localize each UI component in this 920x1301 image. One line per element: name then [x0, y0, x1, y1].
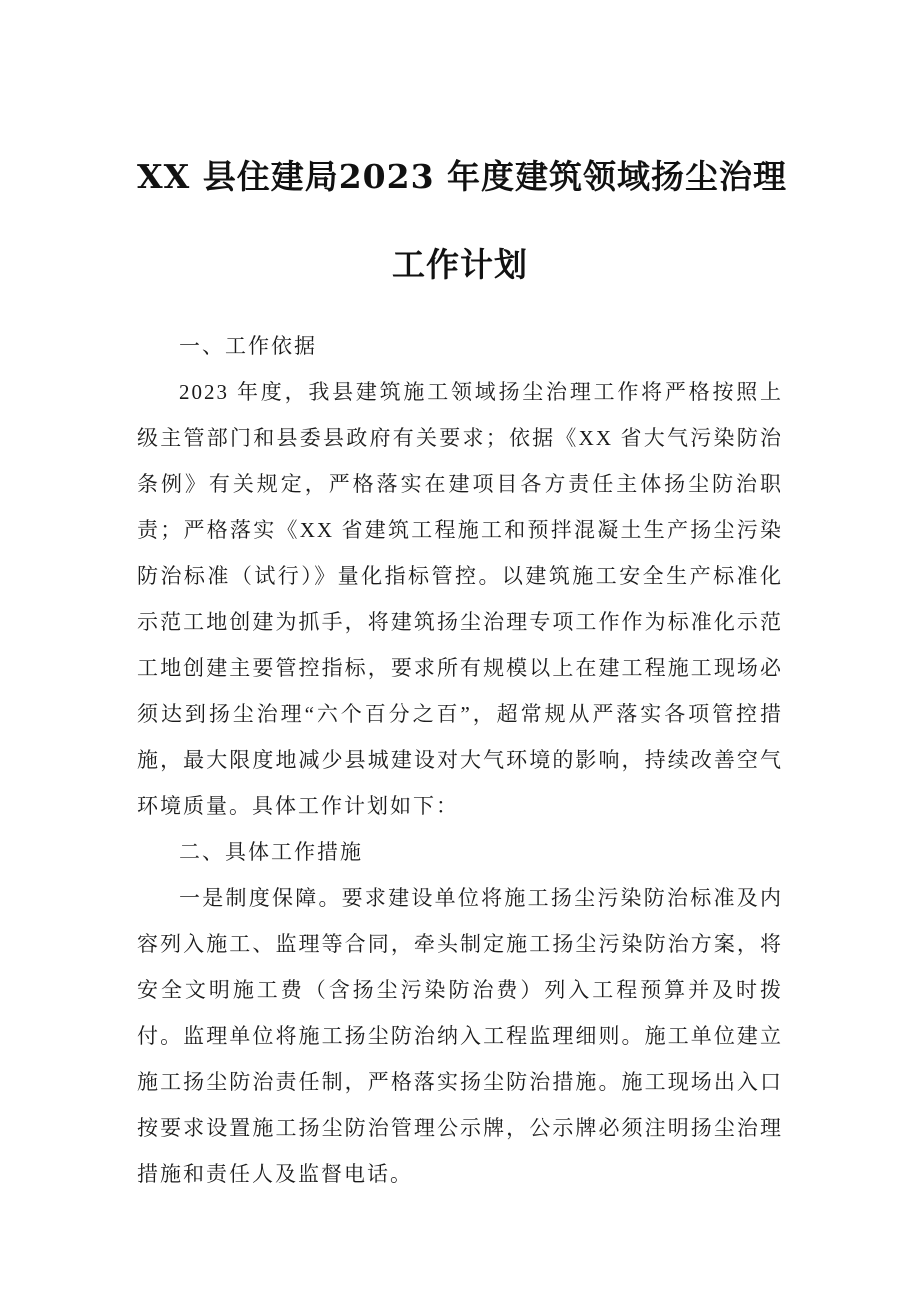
page-title-line-1: XX 县住建局2023 年度建筑领域扬尘治理 [137, 157, 788, 196]
section-work-basis [137, 323, 783, 829]
page-title-line-2: 工作计划 [392, 245, 528, 284]
section-specific-measures [137, 829, 783, 1197]
document-page [137, 0, 788, 1197]
body-paragraph-2: 一是制度保障。要求建设单位将施工扬尘污染防治标准及内容列入施工、监理等合同，牵头制定施工扬尘污染防治方案，将安全文明施工费（含扬尘污染防治费）列入工程预算并及时拨付。监理单位将施工扬尘防治纳入工程监理细则。施工单位建立施工扬尘防治责任制，严格落实扬尘防治措施。施工现场出入口按要求设置施工扬尘防治管理公示牌，公示牌必须注明扬尘治理措施和责任人及监督电话。 [137, 886, 783, 1186]
body-paragraph-1: 2023 年度，我县建筑施工领域扬尘治理工作将严格按照上级主管部门和县委县政府有关要求；依据《XX 省大气污染防治条例》有关规定，严格落实在建项目各方责任主体扬尘防治职责；严格落实《XX 省建筑工程施工和预拌混凝土生产扬尘污染防治标准（试行）》量化指标管控。以建筑施工安全生产标准化示范工地创建为抓手，将建筑扬尘治理专项工作作为标准化示范工地创建主要管控指标，要求所有规模以上在建工程施工现场必须达到扬尘治理“六个百分之百”，超常规从严落实各项管控措施，最大限度地减少县城建设对大气环境的影响，持续改善空气环境质量。具体工作计划如下： [137, 380, 783, 818]
section-heading-2: 二、具体工作措施 [179, 840, 363, 864]
document-body [137, 323, 783, 1197]
section-heading-1: 一、工作依据 [179, 334, 317, 358]
page-title [137, 0, 788, 309]
